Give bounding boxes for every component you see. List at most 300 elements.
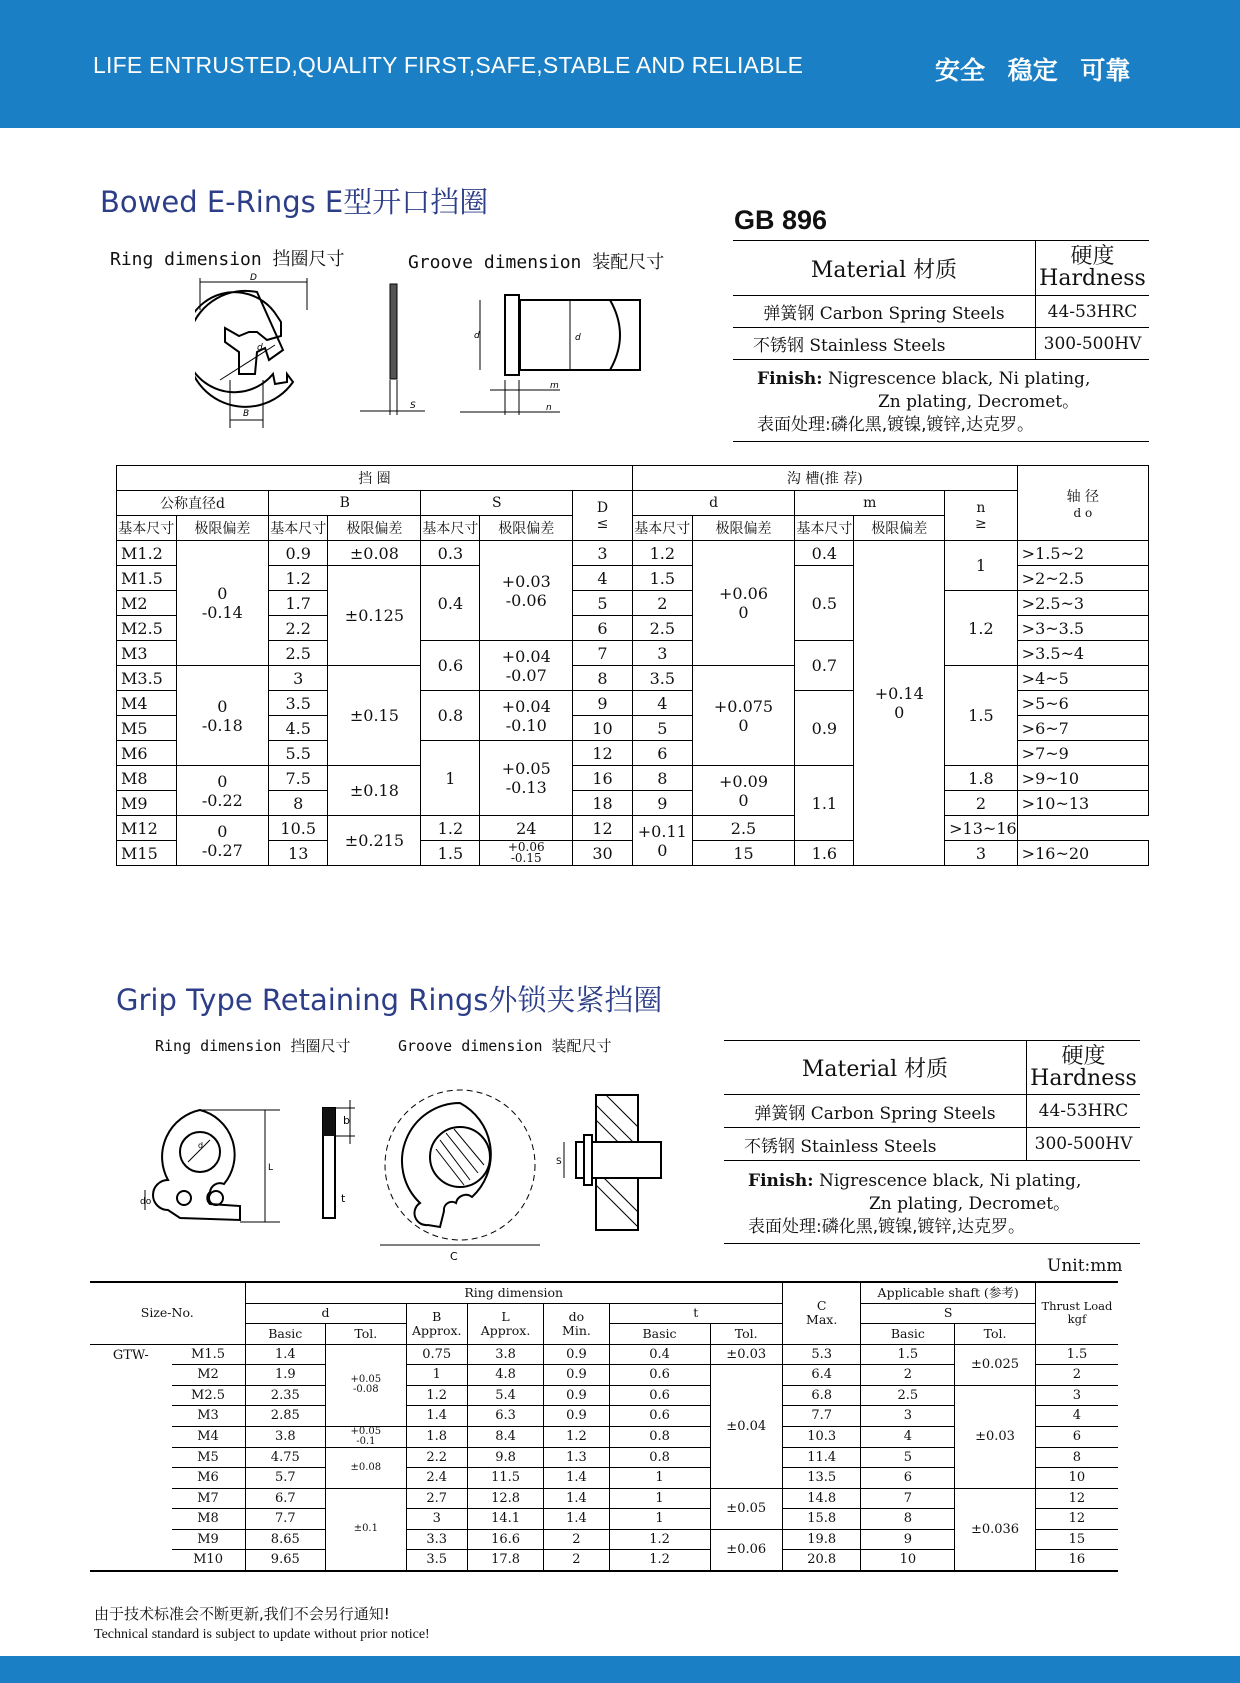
svg-text:S: S — [410, 401, 416, 411]
t-basic: 0.6 — [609, 1385, 710, 1406]
S-tol-lower: -0.13 — [505, 778, 547, 797]
D-cell: 3 — [573, 541, 633, 566]
S-basic: 0.8 — [421, 691, 480, 741]
dg-tol-upper: +0.11 — [637, 821, 687, 841]
B-cell: 0.75 — [406, 1344, 467, 1365]
S-basic: 4 — [861, 1426, 955, 1447]
grip-ring-side-drawing — [305, 1100, 365, 1230]
header-basic: 基本尺寸 — [421, 516, 480, 541]
header-dg: d — [632, 491, 794, 516]
hardness-header-en: Hardness — [1030, 1065, 1137, 1091]
thrust-cell: 4 — [1035, 1406, 1118, 1427]
size-cell: M8 — [117, 766, 177, 791]
slogan-english: LIFE ENTRUSTED,QUALITY FIRST,SAFE,STABLE AND RELIABLE — [93, 52, 804, 78]
grip-shaft-drawing — [556, 1090, 666, 1235]
S-basic: 3 — [861, 1406, 955, 1427]
C-cell: 11.4 — [782, 1447, 861, 1468]
B-basic: 2.5 — [269, 641, 328, 666]
D-cell: 16 — [573, 766, 633, 791]
finish-label: Finish: — [757, 369, 823, 389]
svg-text:B: B — [243, 409, 250, 419]
size-cell: M2.5 — [117, 616, 177, 641]
B-basic: 13 — [269, 841, 328, 866]
svg-text:L: L — [268, 1163, 274, 1173]
d-tol-lower: -0.22 — [201, 790, 243, 810]
size-cell: M4 — [117, 691, 177, 716]
do-cell: 1.4 — [544, 1468, 609, 1489]
header-B: B — [432, 1308, 442, 1324]
m-basic: 0.5 — [795, 566, 854, 641]
material-name: 不锈钢 Stainless Steels — [733, 328, 1036, 360]
B-basic: 2.2 — [269, 616, 328, 641]
d-basic: 2.35 — [245, 1385, 326, 1406]
d-tol-lower: -0.08 — [353, 1384, 379, 1395]
svg-text:n: n — [546, 403, 552, 413]
t-tol: ±0.05 — [710, 1488, 782, 1529]
material-hardness: 44-53HRC — [1047, 301, 1138, 322]
grip-groove-drawing — [380, 1085, 555, 1265]
B-cell: 3.3 — [406, 1529, 467, 1550]
d-tol-lower: -0.18 — [201, 715, 243, 735]
d-basic: 2.85 — [245, 1406, 326, 1427]
size-cell: M15 — [117, 841, 177, 866]
S-basic: 1.5 — [861, 1344, 955, 1365]
size-cell: M4 — [172, 1426, 245, 1447]
size-cell: M2 — [117, 591, 177, 616]
thrust-cell: 12 — [1035, 1509, 1118, 1530]
svg-text:S: S — [556, 1157, 562, 1167]
d-tol-lower: -0.14 — [201, 603, 243, 622]
t-basic: 1.2 — [609, 1529, 710, 1550]
dg-basic: 15 — [692, 841, 795, 866]
D-cell: 8 — [573, 666, 633, 691]
shaft-cell: >3~3.5 — [1017, 616, 1148, 641]
S-tol-upper: +0.06 — [507, 840, 545, 854]
t-basic: 0.6 — [609, 1365, 710, 1386]
S-basic: 9 — [861, 1529, 955, 1550]
d-basic: 9.65 — [245, 1550, 326, 1571]
L-cell: 4.8 — [467, 1365, 543, 1386]
dg-basic: 1.5 — [632, 566, 692, 591]
B-tol: ±0.08 — [328, 541, 421, 566]
n-cell: 2 — [945, 791, 1018, 816]
header-basic: 基本尺寸 — [632, 516, 692, 541]
S-basic: 2 — [861, 1365, 955, 1386]
t-basic: 1 — [609, 1509, 710, 1530]
header-L-sub: Approx. — [480, 1322, 531, 1338]
m-tol-upper: +0.14 — [874, 684, 924, 703]
svg-text:m: m — [550, 381, 559, 391]
d-basic: 1.9 — [245, 1365, 326, 1386]
S-tol-upper: +0.05 — [501, 759, 551, 778]
S-tol: ±0.03 — [955, 1385, 1036, 1488]
header-applicable-shaft: Applicable shaft (参考) — [861, 1282, 1035, 1303]
C-cell: 20.8 — [782, 1550, 861, 1571]
size-cell: M2 — [172, 1365, 245, 1386]
B-basic: 0.9 — [269, 541, 328, 566]
standard-code: GB 896 — [734, 205, 828, 235]
grip-ring-table — [90, 1281, 1118, 1572]
dg-tol-upper: +0.09 — [718, 771, 769, 791]
d-tol-lower: -0.27 — [201, 840, 243, 860]
m-basic: 1.1 — [795, 766, 854, 841]
do-cell: 1.4 — [544, 1509, 609, 1530]
d-basic: 6.7 — [245, 1488, 326, 1509]
header-basic: 基本尺寸 — [795, 516, 854, 541]
d-tol-upper: 0 — [217, 821, 228, 841]
L-cell: 12.8 — [467, 1488, 543, 1509]
S-tol-lower: -0.07 — [505, 665, 547, 685]
B-basic: 3.5 — [269, 691, 328, 716]
L-cell: 6.3 — [467, 1406, 543, 1427]
svg-text:d: d — [198, 1141, 204, 1150]
svg-text:t: t — [341, 1192, 346, 1205]
S-tol: ±0.025 — [955, 1344, 1036, 1385]
material-name: 不锈钢 Stainless Steels — [724, 1128, 1027, 1161]
hardness-header-en: Hardness — [1039, 266, 1146, 291]
header-thrust: Thrust Load kgf — [1035, 1282, 1118, 1344]
shaft-cell: >2~2.5 — [1017, 566, 1148, 591]
material-header: Material 材质 — [724, 1041, 1027, 1095]
size-cell: M3 — [172, 1406, 245, 1427]
thrust-cell: 12 — [1035, 1488, 1118, 1509]
material-name: 弹簧钢 Carbon Spring Steels — [733, 296, 1036, 328]
header-n-sub: ≥ — [975, 515, 987, 532]
header-shaft: 轴 径 — [1066, 489, 1100, 505]
size-cell: M1.2 — [117, 541, 177, 566]
header-tol: 极限偏差 — [692, 516, 795, 541]
dg-basic: 12 — [573, 816, 633, 841]
size-cell: M3.5 — [117, 666, 177, 691]
d-basic: 7.7 — [245, 1509, 326, 1530]
m-basic: 1.6 — [795, 841, 854, 866]
D-cell: 24 — [480, 816, 573, 841]
D-cell: 10 — [573, 716, 633, 741]
m-tol-lower: 0 — [894, 703, 905, 722]
t-basic: 1 — [609, 1468, 710, 1489]
L-cell: 3.8 — [467, 1344, 543, 1365]
shaft-cell: >13~16 — [945, 816, 1018, 841]
d-basic: 1.4 — [245, 1344, 326, 1365]
L-cell: 11.5 — [467, 1468, 543, 1489]
section1-groove-label: Groove dimension 装配尺寸 — [408, 252, 665, 273]
hardness-header-cn: 硬度 — [1061, 1043, 1106, 1069]
header-tol: 极限偏差 — [176, 516, 268, 541]
svg-text:d: d — [575, 333, 581, 343]
C-cell: 7.7 — [782, 1406, 861, 1427]
C-cell: 6.8 — [782, 1385, 861, 1406]
B-cell: 2.2 — [406, 1447, 467, 1468]
B-basic: 3 — [269, 666, 328, 691]
dg-tol-lower: 0 — [738, 790, 749, 810]
thrust-cell: 8 — [1035, 1447, 1118, 1468]
t-basic: 1.2 — [609, 1550, 710, 1571]
D-cell: 6 — [573, 616, 633, 641]
B-basic: 5.5 — [269, 741, 328, 766]
d-tol-upper: 0 — [217, 771, 228, 791]
D-cell: 5 — [573, 591, 633, 616]
C-cell: 14.8 — [782, 1488, 861, 1509]
S-basic: 1.2 — [421, 816, 480, 841]
B-basic: 10.5 — [269, 816, 328, 841]
d-basic: 4.75 — [245, 1447, 326, 1468]
t-basic: 1 — [609, 1488, 710, 1509]
header-D-sub: ≤ — [596, 515, 609, 532]
header-tol: 极限偏差 — [480, 516, 573, 541]
section2-groove-label: Groove dimension 装配尺寸 — [398, 1037, 612, 1055]
B-cell: 3.5 — [406, 1550, 467, 1571]
thrust-cell: 3 — [1035, 1385, 1118, 1406]
header-basic: 基本尺寸 — [117, 516, 177, 541]
S-tol-upper: +0.03 — [501, 571, 551, 591]
L-cell: 16.6 — [467, 1529, 543, 1550]
dg-basic: 1.2 — [632, 541, 692, 566]
t-basic: 0.8 — [609, 1447, 710, 1468]
header-n: n — [976, 499, 986, 516]
size-cell: M3 — [117, 641, 177, 666]
e-ring-side-drawing — [355, 280, 430, 420]
section2-finish — [724, 1170, 1140, 1244]
size-cell: M10 — [172, 1550, 245, 1571]
shaft-cell: >7~9 — [1017, 741, 1148, 766]
thrust-cell: 10 — [1035, 1468, 1118, 1489]
dg-tol-upper: +0.06 — [718, 584, 769, 603]
header-do-sub: Min. — [562, 1322, 591, 1338]
header-basic: Basic — [609, 1324, 710, 1345]
S-tol-lower: -0.10 — [505, 715, 547, 735]
size-cell: M6 — [117, 741, 177, 766]
header-C: C — [816, 1298, 827, 1314]
slogan-chinese: 安全 稳定 可靠 — [935, 56, 1131, 85]
header-S: S — [421, 491, 573, 516]
dg-basic: 4 — [632, 691, 692, 716]
thrust-cell: 2 — [1035, 1365, 1118, 1386]
n-cell: 2.5 — [692, 816, 795, 841]
B-cell: 3 — [406, 1509, 467, 1530]
size-cell: M1.5 — [117, 566, 177, 591]
section1-finish — [733, 368, 1149, 442]
size-cell: M5 — [117, 716, 177, 741]
header-groove: 沟 槽(推 荐) — [632, 466, 1017, 491]
header-tol: 极限偏差 — [854, 516, 945, 541]
S-tol-upper: +0.04 — [501, 696, 551, 716]
L-cell: 9.8 — [467, 1447, 543, 1468]
thrust-cell: 16 — [1035, 1550, 1118, 1571]
header-B: B — [269, 491, 421, 516]
section1-ring-label: Ring dimension 挡圈尺寸 — [110, 249, 345, 270]
dg-basic: 6 — [632, 741, 692, 766]
dg-basic: 3 — [632, 641, 692, 666]
dg-basic: 2.5 — [632, 616, 692, 641]
material-name: 弹簧钢 Carbon Spring Steels — [724, 1095, 1027, 1128]
B-cell: 1.2 — [406, 1385, 467, 1406]
n-cell: 1.8 — [945, 766, 1018, 791]
S-basic: 0.6 — [421, 641, 480, 691]
B-tol: ±0.15 — [328, 666, 421, 766]
t-basic: 0.4 — [609, 1344, 710, 1365]
header-basic: 基本尺寸 — [269, 516, 328, 541]
header-d-nominal: 公称直径d — [117, 491, 269, 516]
header-ring: 挡 圈 — [117, 466, 633, 491]
shaft-cell: >16~20 — [1017, 841, 1148, 866]
B-cell: 1.4 — [406, 1406, 467, 1427]
material-hardness: 44-53HRC — [1038, 1101, 1129, 1121]
S-tol-lower: -0.15 — [510, 851, 542, 865]
dg-basic: 3.5 — [632, 666, 692, 691]
groove-drawing — [460, 280, 650, 425]
size-cell: M5 — [172, 1447, 245, 1468]
shaft-cell: >4~5 — [1017, 666, 1148, 691]
unit-label: Unit:mm — [1047, 1256, 1123, 1276]
dg-tol-lower: 0 — [738, 715, 749, 735]
header-C-sub: Max. — [806, 1312, 838, 1328]
header-ring-dimension: Ring dimension — [245, 1282, 782, 1303]
dg-basic: 9 — [632, 791, 692, 816]
d-tol-upper: +0.05 — [350, 1374, 382, 1385]
S-tol: ±0.036 — [955, 1488, 1036, 1571]
header-m: m — [795, 491, 945, 516]
do-cell: 0.9 — [544, 1385, 609, 1406]
dg-tol-lower: 0 — [738, 603, 749, 622]
S-basic: 8 — [861, 1509, 955, 1530]
material-hardness: 300-500HV — [1043, 333, 1142, 354]
section1-title: Bowed E-Rings E型开口挡圈 — [100, 185, 489, 219]
m-basic: 0.4 — [795, 541, 854, 566]
do-cell: 2 — [544, 1550, 609, 1571]
S-basic: 1 — [421, 741, 480, 816]
svg-text:do: do — [140, 1197, 152, 1207]
d-tol-upper: 0 — [217, 696, 228, 716]
shaft-cell: >3.5~4 — [1017, 641, 1148, 666]
size-cell: M9 — [172, 1529, 245, 1550]
finish-line3: 表面处理:磷化黑,镀镍,镀锌,达克罗。 — [748, 1217, 1025, 1237]
header-L: L — [501, 1308, 510, 1324]
do-cell: 0.9 — [544, 1344, 609, 1365]
header-S: S — [861, 1303, 1035, 1324]
t-basic: 0.6 — [609, 1406, 710, 1427]
B-basic: 8 — [269, 791, 328, 816]
footer-note-cn: 由于技术标准会不断更新,我们不会另行通知! — [94, 1605, 390, 1623]
header-do: do — [568, 1308, 585, 1324]
svg-text:D: D — [250, 273, 257, 283]
section2-material-table — [724, 1040, 1140, 1161]
shaft-cell: >10~13 — [1017, 791, 1148, 816]
svg-text:d: d — [257, 343, 263, 353]
D-cell: 30 — [573, 841, 633, 866]
grip-ring-drawing — [140, 1100, 290, 1240]
svg-text:b: b — [343, 1114, 350, 1127]
finish-line2: Zn plating, Decromet。 — [869, 1194, 1071, 1214]
thrust-cell: 6 — [1035, 1426, 1118, 1447]
header-size: Size-No. — [90, 1282, 245, 1344]
n-cell: 1.2 — [945, 591, 1018, 666]
size-cell: M6 — [172, 1468, 245, 1489]
C-cell: 5.3 — [782, 1344, 861, 1365]
do-cell: 1.2 — [544, 1426, 609, 1447]
S-basic: 5 — [861, 1447, 955, 1468]
n-cell: 1.5 — [945, 666, 1018, 766]
svg-text:C: C — [450, 1250, 458, 1263]
shaft-cell: >1.5~2 — [1017, 541, 1148, 566]
hardness-header-cn: 硬度 — [1070, 244, 1115, 269]
do-cell: 2 — [544, 1529, 609, 1550]
size-cell: M2.5 — [172, 1385, 245, 1406]
footer-banner — [0, 1656, 1240, 1683]
do-cell: 0.9 — [544, 1365, 609, 1386]
shaft-cell: >6~7 — [1017, 716, 1148, 741]
B-cell: 1 — [406, 1365, 467, 1386]
L-cell: 5.4 — [467, 1385, 543, 1406]
d-tol: ±0.08 — [326, 1447, 407, 1488]
m-basic: 0.7 — [795, 641, 854, 691]
do-cell: 1.4 — [544, 1488, 609, 1509]
L-cell: 8.4 — [467, 1426, 543, 1447]
S-basic: 0.3 — [421, 541, 480, 566]
n-cell: 1 — [945, 541, 1018, 591]
B-cell: 2.7 — [406, 1488, 467, 1509]
B-basic: 1.2 — [269, 566, 328, 591]
S-tol-upper: +0.04 — [501, 646, 551, 666]
thrust-cell: 15 — [1035, 1529, 1118, 1550]
D-cell: 12 — [573, 741, 633, 766]
section2-title: Grip Type Retaining Rings外锁夹紧挡圈 — [116, 983, 663, 1017]
dg-basic: 5 — [632, 716, 692, 741]
size-cell: M9 — [117, 791, 177, 816]
e-ring-drawing — [195, 270, 315, 435]
S-basic: 2.5 — [861, 1385, 955, 1406]
size-cell: M7 — [172, 1488, 245, 1509]
D-cell: 7 — [573, 641, 633, 666]
dg-tol-upper: +0.075 — [713, 696, 774, 716]
B-basic: 4.5 — [269, 716, 328, 741]
S-basic: 0.4 — [421, 566, 480, 641]
d-tol: ±0.1 — [326, 1488, 407, 1571]
header-shaft-sub: d o — [1073, 506, 1093, 520]
shaft-cell: >9~10 — [1017, 766, 1148, 791]
shaft-cell: >2.5~3 — [1017, 591, 1148, 616]
finish-label: Finish: — [748, 1171, 814, 1191]
B-basic: 7.5 — [269, 766, 328, 791]
material-hardness: 300-500HV — [1034, 1134, 1133, 1154]
S-basic: 6 — [861, 1468, 955, 1489]
d-tol-upper: +0.05 — [350, 1425, 382, 1437]
t-tol: ±0.06 — [710, 1529, 782, 1571]
B-tol: ±0.215 — [328, 816, 421, 866]
C-cell: 6.4 — [782, 1365, 861, 1386]
D-cell: 9 — [573, 691, 633, 716]
S-basic: 7 — [861, 1488, 955, 1509]
C-cell: 13.5 — [782, 1468, 861, 1489]
d-tol-lower: -0.1 — [356, 1435, 376, 1447]
L-cell: 14.1 — [467, 1509, 543, 1530]
B-tol: ±0.18 — [328, 766, 421, 816]
header-tol: Tol. — [710, 1324, 782, 1345]
L-cell: 17.8 — [467, 1550, 543, 1571]
B-basic: 1.7 — [269, 591, 328, 616]
thrust-cell: 1.5 — [1035, 1344, 1118, 1365]
d-tol-upper: 0 — [217, 584, 228, 603]
header-tol: Tol. — [326, 1324, 407, 1345]
material-header: Material 材质 — [733, 241, 1036, 296]
B-cell: 2.4 — [406, 1468, 467, 1489]
finish-line3: 表面处理:磷化黑,镀镍,镀锌,达克罗。 — [757, 415, 1034, 435]
do-cell: 1.3 — [544, 1447, 609, 1468]
S-basic: 10 — [861, 1550, 955, 1571]
footer-note-en: Technical standard is subject to update without prior notice! — [94, 1627, 430, 1642]
d-basic: 3.8 — [245, 1426, 326, 1447]
shaft-cell: >5~6 — [1017, 691, 1148, 716]
C-cell: 10.3 — [782, 1426, 861, 1447]
